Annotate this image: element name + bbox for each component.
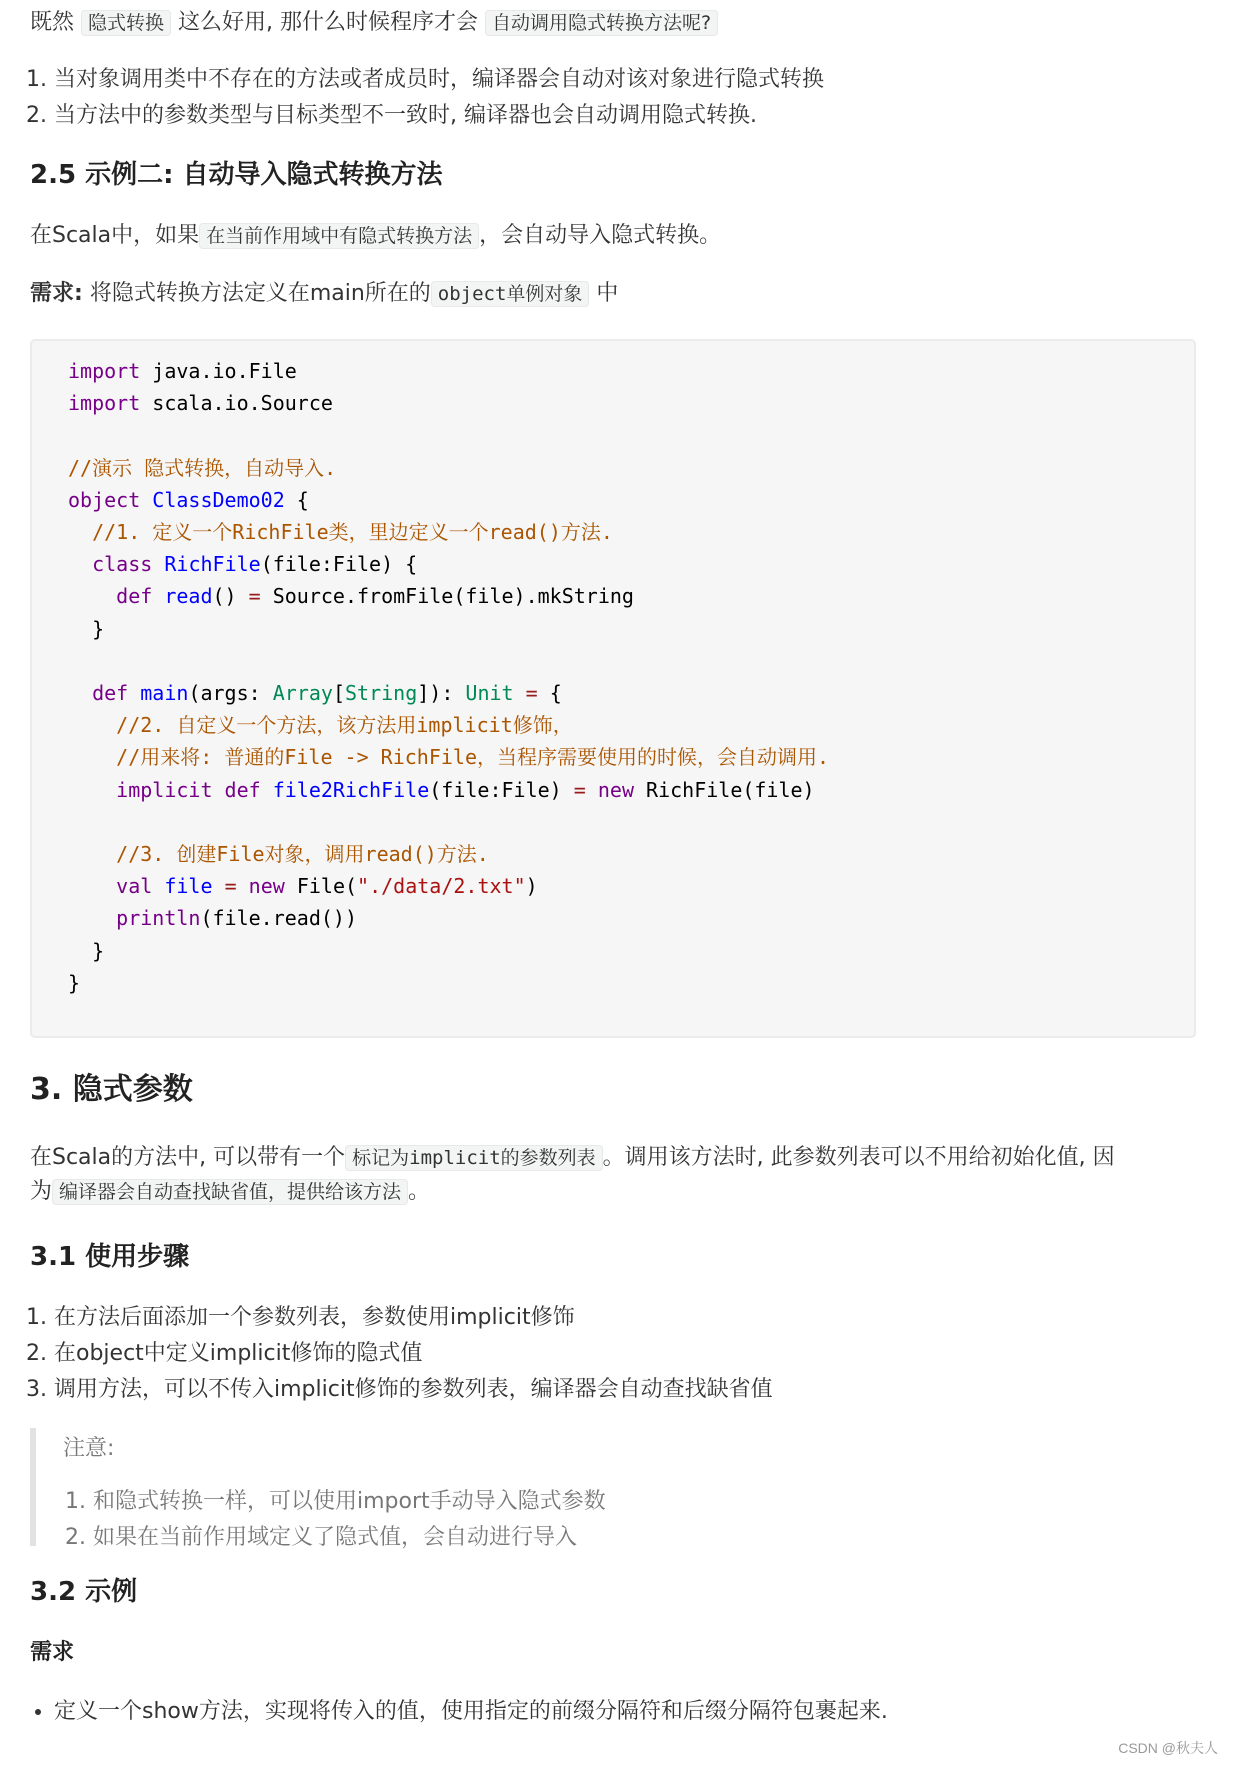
code-line: object ClassDemo02 {	[68, 487, 309, 512]
steps-list	[30, 1300, 773, 1408]
inline-code: 在当前作用域中有隐式转换方法	[199, 223, 479, 249]
code-line: //1. 定义一个RichFile类，里边定义一个read()方法.	[92, 520, 613, 545]
para-text: 在Scala中，如果	[30, 223, 200, 248]
inline-code: object单例对象	[431, 281, 590, 307]
intro-paragraph	[30, 6, 718, 40]
requirement-label: 需求:	[30, 281, 83, 306]
code-content	[68, 355, 1194, 999]
para-text: 。	[408, 1179, 431, 1204]
note-list	[63, 1484, 1190, 1556]
section-3-paragraph	[30, 1141, 1200, 1209]
section-2-5-paragraph	[30, 219, 721, 253]
code-line: }	[68, 970, 81, 995]
requirement-suffix: 中	[596, 281, 619, 306]
code-line: implicit def file2RichFile(file:File) = new RichFile(file)	[116, 777, 815, 802]
note-blockquote	[30, 1428, 1190, 1550]
intro-middle: 这么好用, 那什么时候程序才会	[178, 10, 479, 35]
list-item: 1. 和隐式转换一样，可以使用import手动导入隐式参数	[93, 1484, 1190, 1520]
code-line: //3. 创建File对象，调用read()方法.	[116, 842, 489, 867]
note-title: 注意:	[63, 1436, 115, 1461]
code-line: //用来将: 普通的File -> RichFile，当程序需要使用的时候，会自动调用.	[116, 745, 830, 770]
para-text: 在Scala的方法中, 可以带有一个	[30, 1145, 346, 1170]
code-line: println(file.read())	[116, 906, 358, 931]
code-line: }	[68, 616, 105, 641]
para-text: 。调用该方法时, 此参数列表可以不用给初始化值, 因	[602, 1145, 1115, 1170]
code-line: class RichFile(file:File) {	[92, 552, 418, 577]
section-heading-3-1: 3.1 使用步骤	[30, 1242, 190, 1272]
inline-code: 隐式转换	[81, 10, 171, 36]
para-text: ，会自动导入隐式转换。	[479, 223, 722, 248]
code-line: def read() = Source.fromFile(file).mkString	[116, 584, 634, 609]
code-line: val file = new File("./data/2.txt")	[116, 874, 538, 899]
requirement-text: 将隐式转换方法定义在main所在的	[89, 281, 431, 306]
code-line: //演示 隐式转换，自动导入.	[68, 455, 337, 480]
list-item: 3. 调用方法，可以不传入implicit修饰的参数列表，编译器会自动查找缺省值	[54, 1372, 773, 1408]
section-heading-3: 3. 隐式参数	[30, 1072, 193, 1107]
inline-code: 自动调用隐式转换方法呢?	[485, 10, 718, 36]
csdn-watermark: CSDN @秋夫人	[1118, 1740, 1218, 1756]
list-item: 2. 当方法中的参数类型与目标类型不一致时, 编译器也会自动调用隐式转换.	[54, 98, 824, 134]
intro-list	[30, 62, 824, 134]
requirement-heading: 需求	[30, 1640, 75, 1665]
list-item: 2. 如果在当前作用域定义了隐式值，会自动进行导入	[93, 1520, 1190, 1556]
section-heading-3-2: 3.2 示例	[30, 1577, 138, 1607]
list-item: 1. 当对象调用类中不存在的方法或者成员时，编译器会自动对该对象进行隐式转换	[54, 62, 824, 98]
code-line: import java.io.File	[68, 359, 297, 383]
list-item: 1. 在方法后面添加一个参数列表，参数使用implicit修饰	[54, 1300, 773, 1336]
para-text: 为	[30, 1179, 53, 1204]
inline-code: 标记为implicit的参数列表	[345, 1145, 603, 1171]
list-item: 2. 在object中定义implicit修饰的隐式值	[54, 1336, 773, 1372]
code-line: def main(args: Array[String]): Unit = {	[92, 681, 562, 706]
code-block[interactable]	[30, 339, 1196, 1038]
code-line: }	[68, 938, 105, 963]
section-heading-2-5: 2.5 示例二: 自动导入隐式转换方法	[30, 160, 443, 190]
intro-prefix: 既然	[30, 10, 75, 35]
code-line: import scala.io.Source	[68, 391, 333, 416]
inline-code: 编译器会自动查找缺省值，提供给该方法	[52, 1179, 408, 1205]
list-item: • 定义一个show方法，实现将传入的值，使用指定的前缀分隔符和后缀分隔符包裹起来.	[54, 1694, 888, 1730]
code-line: //2. 自定义一个方法，该方法用implicit修饰，	[116, 713, 573, 738]
requirement-list	[30, 1694, 888, 1730]
requirement-paragraph	[30, 277, 618, 311]
